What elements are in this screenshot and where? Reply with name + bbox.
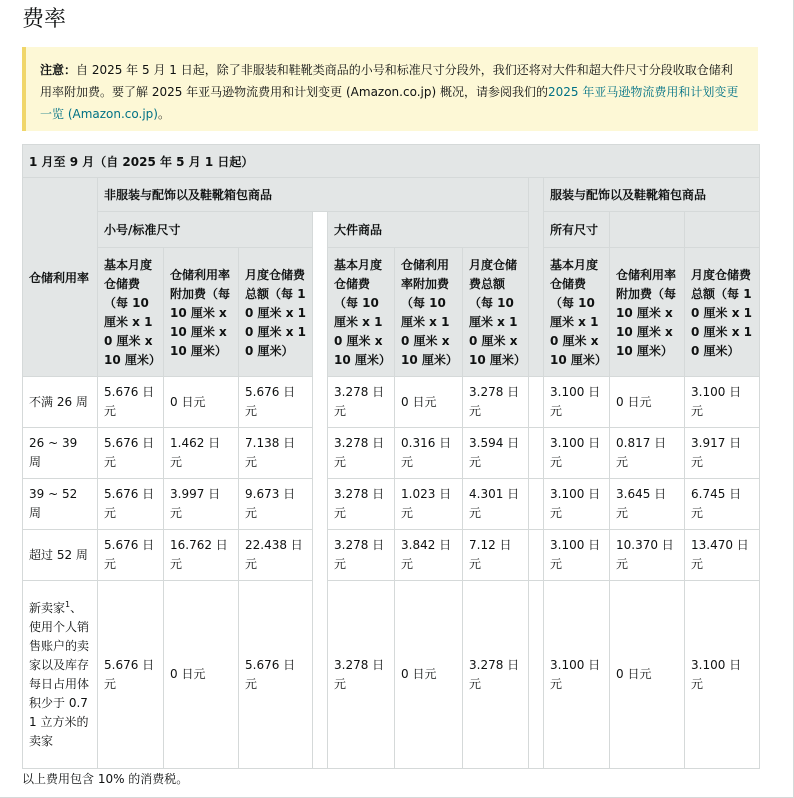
cell: 5.676 日元	[98, 377, 164, 428]
cell: 1.462 日元	[164, 428, 239, 479]
cell: 3.917 日元	[685, 428, 760, 479]
col-surcharge: 仓储利用率附加费（每 10 厘米 x 10 厘米 x 10 厘米）	[610, 248, 685, 377]
col-base-fee: 基本月度仓储费（每 10 厘米 x 10 厘米 x 10 厘米）	[328, 248, 395, 377]
table-title: 1 月至 9 月（自 2025 年 5 月 1 日起）	[23, 145, 760, 178]
cell: 5.676 日元	[98, 530, 164, 581]
table-row	[23, 428, 760, 479]
cell: 0 日元	[395, 581, 463, 769]
cell: 3.100 日元	[544, 428, 610, 479]
col-total: 月度仓储费总额（每 10 厘米 x 10 厘米 x 10 厘米）	[685, 248, 760, 377]
cell: 3.100 日元	[544, 377, 610, 428]
cell: 0.817 日元	[610, 428, 685, 479]
cell: 22.438 日元	[239, 530, 313, 581]
column-separator	[529, 178, 544, 377]
column-separator	[529, 581, 544, 769]
sub-empty	[610, 212, 685, 248]
sub-all-sizes: 所有尺寸	[544, 212, 610, 248]
col-total: 月度仓储费总额（每 10 厘米 x 10 厘米 x 10 厘米）	[463, 248, 529, 377]
col-base-fee: 基本月度仓储费（每 10 厘米 x 10 厘米 x 10 厘米）	[98, 248, 164, 377]
cell: 3.100 日元	[544, 581, 610, 769]
column-separator	[529, 479, 544, 530]
cell: 9.673 日元	[239, 479, 313, 530]
row-label: 不满 26 周	[23, 377, 98, 428]
cell: 0 日元	[610, 581, 685, 769]
notice-label: 注意：	[40, 63, 77, 77]
cell: 0 日元	[164, 581, 239, 769]
page-title: 费率	[22, 7, 67, 32]
col-surcharge: 仓储利用率附加费（每 10 厘米 x 10 厘米 x 10 厘米）	[395, 248, 463, 377]
cell: 3.842 日元	[395, 530, 463, 581]
cell: 3.278 日元	[328, 530, 395, 581]
cell: 10.370 日元	[610, 530, 685, 581]
row-label: 39 ~ 52 周	[23, 479, 98, 530]
table-row	[23, 377, 760, 428]
cell: 0 日元	[395, 377, 463, 428]
cell: 3.278 日元	[463, 581, 529, 769]
cell: 3.997 日元	[164, 479, 239, 530]
cell: 5.676 日元	[239, 581, 313, 769]
cell: 3.100 日元	[685, 581, 760, 769]
col-base-fee: 基本月度仓储费（每 10 厘米 x 10 厘米 x 10 厘米）	[544, 248, 610, 377]
cell: 3.278 日元	[328, 428, 395, 479]
cell: 5.676 日元	[239, 377, 313, 428]
sub-large: 大件商品	[328, 212, 529, 248]
rates-table	[22, 144, 760, 769]
cell: 0.316 日元	[395, 428, 463, 479]
column-separator	[313, 212, 328, 769]
cell: 3.278 日元	[328, 479, 395, 530]
cell: 3.594 日元	[463, 428, 529, 479]
col-total: 月度仓储费总额（每 10 厘米 x 10 厘米 x 10 厘米）	[239, 248, 313, 377]
cell: 5.676 日元	[98, 428, 164, 479]
cell: 1.023 日元	[395, 479, 463, 530]
table-row	[23, 581, 760, 769]
notice-end: 。	[158, 107, 171, 121]
sub-small-standard: 小号/标准尺寸	[98, 212, 313, 248]
cell: 16.762 日元	[164, 530, 239, 581]
table-row	[23, 530, 760, 581]
cell: 5.676 日元	[98, 479, 164, 530]
cell: 3.278 日元	[463, 377, 529, 428]
table-row	[23, 479, 760, 530]
cell: 7.138 日元	[239, 428, 313, 479]
cell: 3.278 日元	[328, 581, 395, 769]
column-separator	[529, 428, 544, 479]
row-label-new-seller: 新卖家$^1$、使用个人销售账户的卖家以及库存每日占用体积少于 0.71 立方米的卖家	[23, 581, 98, 769]
group-non-apparel: 非服装与配饰以及鞋靴箱包商品	[98, 178, 529, 212]
cell: 3.100 日元	[544, 530, 610, 581]
notice-text: 自 2025 年 5 月 1 日起，除了非服装和鞋靴类商品的小号和标准尺寸分段外，我们还将对大件和超大件尺寸分段收取仓储利用率附加费。要了解 2025 年亚马逊物流费用和计划变更 (Amazon.co.jp) 概况，请参阅我们的	[40, 63, 733, 99]
tax-footnote: 以上费用包含 10% 的消费税。	[22, 772, 189, 786]
row-header-utilization: 仓储利用率	[23, 178, 98, 377]
column-separator	[529, 377, 544, 428]
row-label: 超过 52 周	[23, 530, 98, 581]
cell: 5.676 日元	[98, 581, 164, 769]
row-label: 26 ~ 39 周	[23, 428, 98, 479]
cell: 6.745 日元	[685, 479, 760, 530]
group-apparel: 服装与配饰以及鞋靴箱包商品	[544, 178, 760, 212]
cell: 3.278 日元	[328, 377, 395, 428]
sub-empty	[685, 212, 760, 248]
cell: 7.12 日元	[463, 530, 529, 581]
cell: 3.645 日元	[610, 479, 685, 530]
col-surcharge: 仓储利用率附加费（每 10 厘米 x 10 厘米 x 10 厘米）	[164, 248, 239, 377]
cell: 0 日元	[164, 377, 239, 428]
notice-box	[22, 47, 758, 131]
cell: 13.470 日元	[685, 530, 760, 581]
column-separator	[529, 530, 544, 581]
cell: 3.100 日元	[685, 377, 760, 428]
cell: 4.301 日元	[463, 479, 529, 530]
cell: 3.100 日元	[544, 479, 610, 530]
cell: 0 日元	[610, 377, 685, 428]
fee-changes-link[interactable]: 2025 年亚马逊物流费用和计划变更一览 (Amazon.co.jp)	[40, 85, 739, 121]
